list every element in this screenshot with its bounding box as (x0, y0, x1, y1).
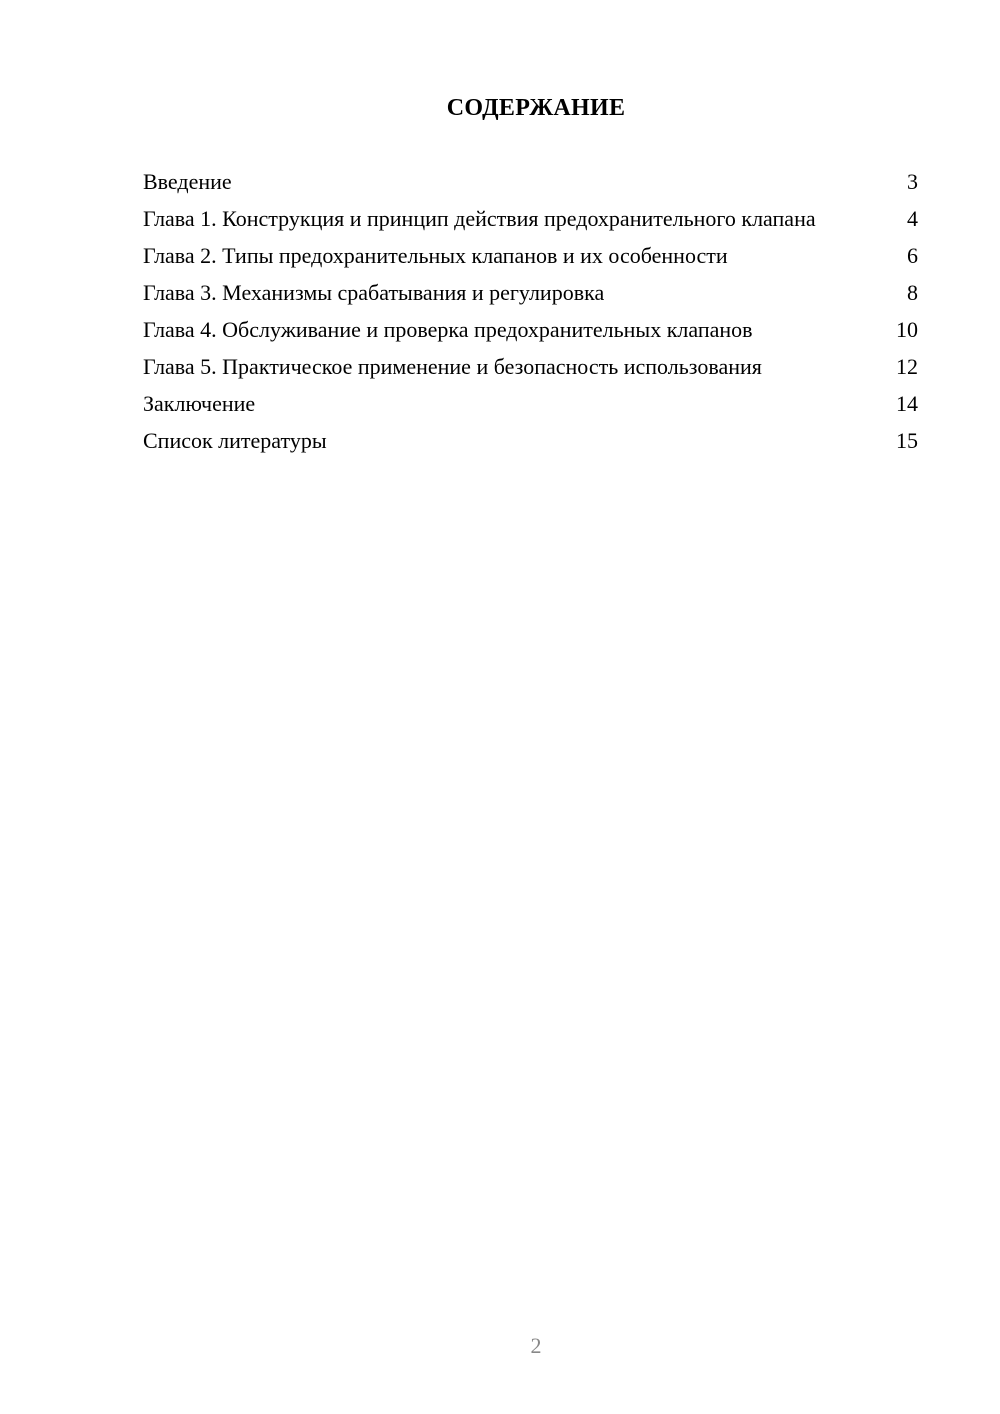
toc-heading: СОДЕРЖАНИЕ (446, 95, 626, 121)
toc-entry-chapter-3 (143, 279, 918, 306)
toc-entry-page: 6 (907, 243, 918, 268)
page-number: 2 (530, 1333, 542, 1358)
toc-entry-page: 14 (896, 391, 918, 416)
toc-entry-label: Глава 4. Обслуживание и проверка предохранительных клапанов (143, 317, 753, 342)
toc-entry-label: Глава 3. Механизмы срабатывания и регулировка (143, 280, 605, 305)
toc-entry-references (143, 427, 918, 454)
toc-entry-page: 8 (907, 280, 918, 305)
toc-entry-page: 10 (896, 317, 918, 342)
table-of-contents (143, 168, 918, 464)
toc-entry-chapter-2 (143, 242, 918, 269)
toc-entry-page: 15 (896, 428, 918, 453)
toc-entry-chapter-4 (143, 316, 918, 343)
toc-entry-page: 12 (896, 354, 918, 379)
toc-entry-page: 4 (907, 206, 918, 231)
toc-entry-label: Введение (143, 169, 232, 194)
toc-entry-introduction (143, 168, 918, 195)
toc-entry-label: Глава 2. Типы предохранительных клапанов и их особенности (143, 243, 728, 268)
toc-entry-conclusion (143, 390, 918, 417)
toc-entry-chapter-1 (143, 205, 918, 232)
toc-entry-page: 3 (907, 169, 918, 194)
toc-entry-label: Заключение (143, 391, 256, 416)
toc-entry-label: Глава 1. Конструкция и принцип действия предохранительного клапана (143, 206, 816, 231)
toc-entry-label: Глава 5. Практическое применение и безопасность использования (143, 354, 762, 379)
toc-entry-label: Список литературы (143, 428, 327, 453)
toc-entry-chapter-5 (143, 353, 918, 380)
